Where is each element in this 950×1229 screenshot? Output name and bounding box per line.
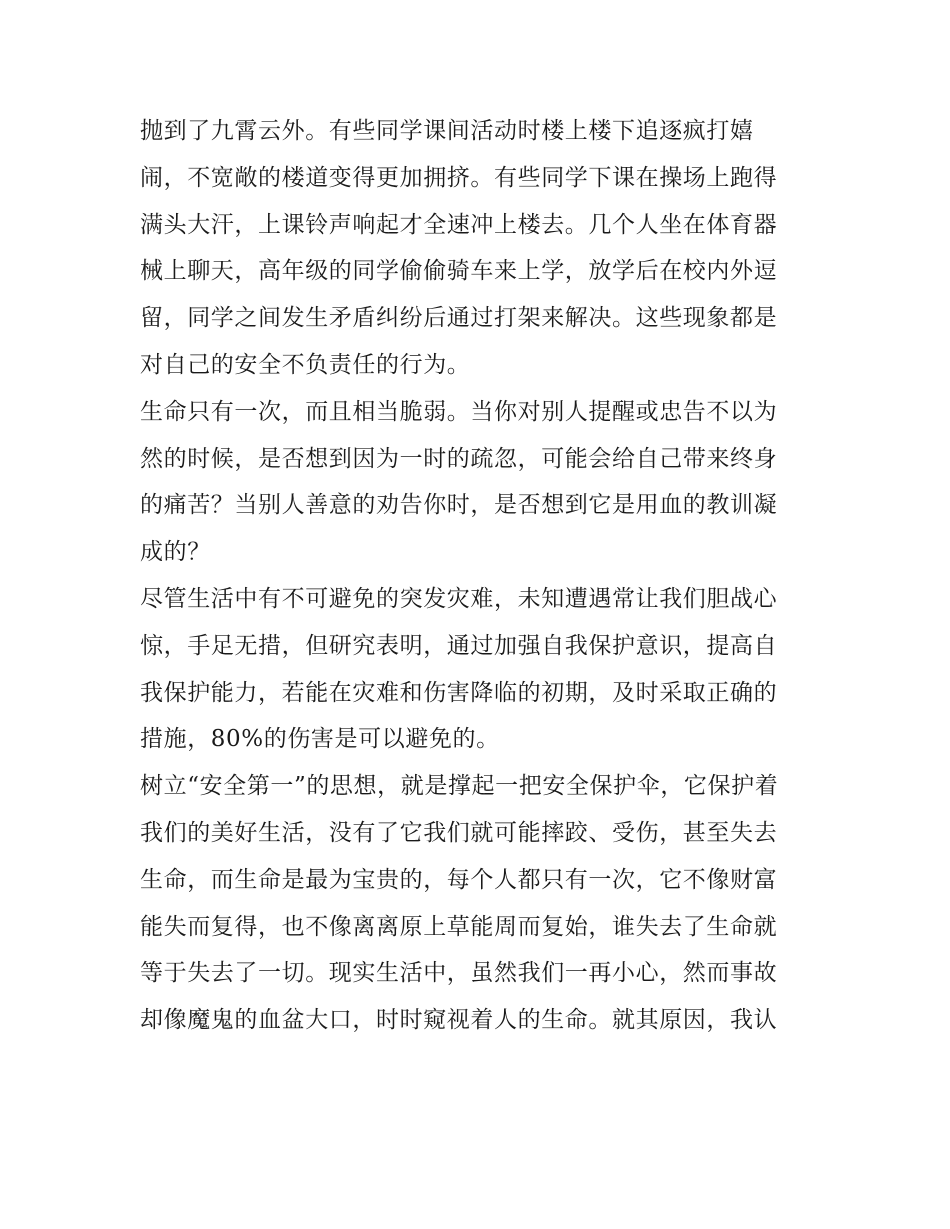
text-line: 等于失去了一切。现实生活中，虽然我们一再小心，然而事故: [140, 960, 778, 987]
document-body: [140, 108, 820, 1044]
text-line: 械上聊天，高年级的同学偷偷骑车来上学，放学后在校内外逗: [140, 258, 778, 285]
text-line: 却像魔鬼的血盆大口，时时窥视着人的生命。就其原因，我认: [140, 1007, 778, 1034]
text-line: 措施，80%的伤害是可以避免的。: [140, 726, 500, 753]
text-line: 闹，不宽敞的楼道变得更加拥挤。有些同学下课在操场上跑得: [140, 164, 778, 191]
text-line: 生命，而生命是最为宝贵的，每个人都只有一次，它不像财富: [140, 866, 778, 893]
text-line: 成的？: [140, 539, 211, 566]
text-line: 然的时候，是否想到因为一时的疏忽，可能会给自己带来终身: [140, 445, 778, 472]
text-line: 能失而复得，也不像离离原上草能周而复始，谁失去了生命就: [140, 913, 778, 940]
text-line: 树立“安全第一”的思想，就是撑起一把安全保护伞，它保护着: [140, 773, 779, 800]
text-line: 我保护能力，若能在灾难和伤害降临的初期，及时采取正确的: [140, 679, 778, 706]
text-line: 抛到了九霄云外。有些同学课间活动时楼上楼下追逐疯打嬉: [140, 118, 754, 144]
text-line: 满头大汗，上课铃声响起才全速冲上楼去。几个人坐在体育器: [140, 211, 778, 238]
text-line: 惊，手足无措，但研究表明，通过加强自我保护意识，提高自: [140, 632, 778, 659]
text-line: 生命只有一次，而且相当脆弱。当你对别人提醒或忠告不以为: [140, 398, 778, 425]
text-line: 的痛苦？当别人善意的劝告你时，是否想到它是用血的教训凝: [140, 492, 778, 519]
text-line: 我们的美好生活，没有了它我们就可能摔跤、受伤，甚至失去: [140, 819, 778, 846]
text-line: 对自己的安全不负责任的行为。: [140, 351, 471, 378]
text-line: 留，同学之间发生矛盾纠纷后通过打架来解决。这些现象都是: [140, 305, 778, 332]
text-line: 尽管生活中有不可避免的突发灾难，未知遭遇常让我们胆战心: [140, 585, 778, 612]
